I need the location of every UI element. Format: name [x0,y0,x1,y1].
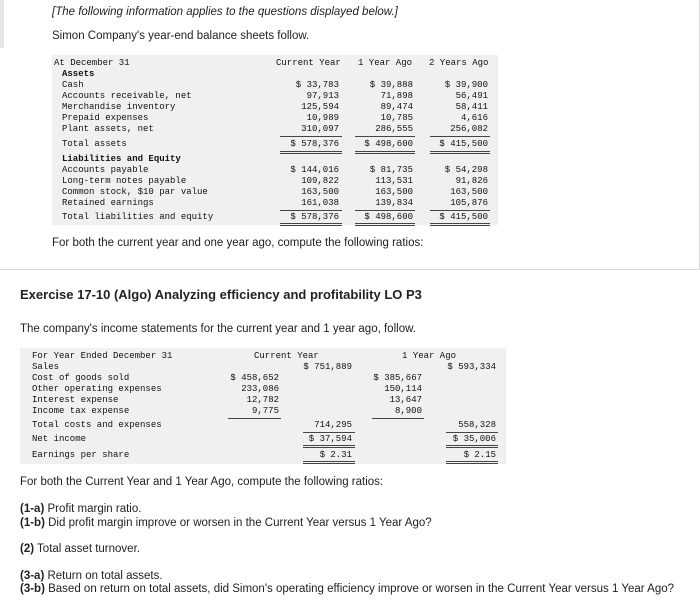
cell-current-year: 97,913 [306,91,339,101]
assets-heading: Assets [62,69,95,79]
cell-current-year: 233,086 [241,384,279,394]
row-label: Prepaid expenses [62,113,149,123]
table-row [52,80,498,91]
cell-current-year: 12,782 [246,395,279,405]
question-tag: (3-a) [20,570,45,582]
exercise-title: Exercise 17-10 (Algo) Analyzing efficiency and profitability LO P3 [20,287,422,302]
cell-current-year-total: $ 37,594 [308,434,352,444]
table-row-total [20,434,506,445]
question-1a [20,503,141,515]
cell-1-year-ago: 13,647 [389,395,422,405]
header-1-year-ago: 1 Year Ago [402,351,457,361]
total-double-rule [355,151,415,154]
liabilities-heading: Liabilities and Equity [62,154,181,164]
cell-1-year-ago: 10,785 [380,113,413,123]
header-current-year: Current Year [254,351,319,361]
header-current-year: Current Year [276,58,341,68]
total-double-rule [446,461,498,464]
cell-current-year: 125,594 [301,102,339,112]
cell-2-years-ago: $ 54,298 [444,165,488,175]
cell-2-years-ago: 105,876 [450,198,488,208]
ratios-instruction: For both the current year and one year ago, compute the following ratios: [52,237,424,249]
cell-2-years-ago: 163,500 [450,187,488,197]
cell-2-years-ago: $ 39,900 [444,80,488,90]
cell-1-year-ago: $ 81,735 [369,165,413,175]
table-row [20,450,506,461]
subtotal-rule [303,432,355,433]
total-double-rule [430,223,490,226]
table-row-total [52,139,498,150]
row-label: Net income [32,434,87,444]
cell-2-years-ago: $ 415,500 [439,139,488,149]
cell-1-year-ago: 113,531 [375,176,413,186]
header-1-year-ago: 1 Year Ago [358,58,413,68]
cell-2-years-ago: 58,411 [455,102,488,112]
cell-1-year-ago: $ 385,667 [373,373,422,383]
table-row [20,406,506,417]
row-label: Interest expense [32,395,119,405]
cell-current-year: 310,097 [301,124,339,134]
question-3a [20,570,163,582]
table-row [20,373,506,384]
cell-1-year-ago-total: 558,328 [458,420,496,430]
subtotal-rule [446,432,498,433]
table-row [52,187,498,198]
table-row-total [52,212,498,223]
cell-2-years-ago: 56,491 [455,91,488,101]
row-label: Income tax expense [32,406,130,416]
cell-current-year: 109,822 [301,176,339,186]
row-label: Common stock, $10 par value [62,187,208,197]
subtotal-rule [355,136,415,137]
subtotal-rule [280,136,342,137]
cell-current-year-total: 714,295 [314,420,352,430]
cell-current-year: $ 33,783 [295,80,339,90]
cell-current-year: 161,038 [301,198,339,208]
table-row [52,176,498,187]
subtotal-rule [280,210,342,211]
cell-1-year-ago: 8,900 [394,406,422,416]
table-row [20,395,506,406]
subtotal-rule [372,418,424,419]
total-double-rule [303,461,355,464]
cell-2-years-ago: 256,082 [450,124,488,134]
row-label: Cash [62,80,84,90]
question-tag: (1-b) [20,517,45,529]
cell-1-year-ago: 139,834 [375,198,413,208]
header-label: For Year Ended December 31 [32,351,173,361]
cell-1-year-ago: $ 498,600 [364,212,413,222]
cell-current-year-total: $ 751,889 [303,362,352,372]
cell-1-year-ago-total: $ 593,334 [447,362,496,372]
compute-instruction: For both the Current Year and 1 Year Ago, compute the following ratios: [20,476,384,488]
cell-1-year-ago: 89,474 [380,102,413,112]
row-label: Plant assets, net [62,124,154,134]
row-label: Long-term notes payable [62,176,187,186]
question-text: Total asset turnover. [34,543,140,555]
cell-1-year-ago: $ 498,600 [364,139,413,149]
subtotal-rule [430,136,490,137]
cell-current-year: $ 144,016 [290,165,339,175]
question-text: Return on total assets. [44,570,163,582]
cell-current-year: $ 578,376 [290,139,339,149]
total-double-rule [303,445,355,448]
table-row [52,113,498,124]
info-note: [The following information applies to the questions displayed below.] [52,6,398,18]
question-tag: (2) [20,543,35,555]
header-2-years-ago: 2 Years Ago [429,58,489,68]
table-row [20,384,506,395]
balance-sheet-table [52,55,498,225]
table-row [52,102,498,113]
cell-2-years-ago: $ 415,500 [439,212,488,222]
row-label: Total costs and expenses [32,420,162,430]
total-double-rule [355,223,415,226]
total-double-rule [430,151,490,154]
question-3b [20,583,674,595]
row-label: Earnings per share [32,450,130,460]
subtotal-rule [228,418,281,419]
row-label: Accounts receivable, net [62,91,192,101]
total-double-rule [446,445,498,448]
question-1b [20,517,432,529]
row-label: Cost of goods sold [32,373,130,383]
subtotal-rule [355,210,415,211]
subtotal-rule [430,210,490,211]
cell-2-years-ago: 4,616 [460,113,488,123]
cell-1-year-ago-total: $ 35,006 [452,434,496,444]
cell-1-year-ago: 163,500 [375,187,413,197]
cell-current-year: $ 458,652 [230,373,279,383]
table-row [52,124,498,135]
row-label: Merchandise inventory [62,102,176,112]
cell-current-year-total: $ 2.31 [319,450,352,460]
row-label: Other operating expenses [32,384,162,394]
row-label: Retained earnings [62,198,154,208]
question-text: Profit margin ratio. [44,503,142,515]
table-header [20,351,506,362]
row-label: Total liabilities and equity [62,212,214,222]
cell-2-years-ago: 91,826 [455,176,488,186]
table-row [20,362,506,373]
total-double-rule [280,223,342,226]
question-text: Based on return on total assets, did Simon's operating efficiency improve or worsen in the Current Year versus 1 Year Ago? [44,583,675,595]
table-row [52,165,498,176]
header-label: At December 31 [54,58,130,68]
question-tag: (3-b) [20,583,45,595]
cell-1-year-ago: 71,898 [380,91,413,101]
question-text: Did profit margin improve or worsen in the Current Year versus 1 Year Ago? [44,517,432,529]
income-statement-table [20,348,506,464]
table-row [52,198,498,209]
cell-1-year-ago: 286,555 [375,124,413,134]
cell-current-year: 9,775 [251,406,279,416]
cell-current-year: 10,989 [306,113,339,123]
row-label: Total assets [62,139,127,149]
income-statement-intro: The company's income statements for the current year and 1 year ago, follow. [20,323,416,335]
cell-1-year-ago: 150,114 [384,384,422,394]
cell-current-year: 163,500 [301,187,339,197]
table-row [20,420,506,431]
table-header [52,58,498,69]
row-label: Sales [32,362,60,372]
row-label: Accounts payable [62,165,149,175]
balance-sheet-intro: Simon Company's year-end balance sheets follow. [52,30,310,42]
question-tag: (1-a) [20,503,45,515]
table-row [52,91,498,102]
question-2 [20,543,140,555]
cell-1-year-ago: $ 39,888 [369,80,413,90]
cell-1-year-ago-total: $ 2.15 [463,450,496,460]
total-double-rule [280,151,342,154]
panel-edge [0,0,4,48]
cell-current-year: $ 578,376 [290,212,339,222]
